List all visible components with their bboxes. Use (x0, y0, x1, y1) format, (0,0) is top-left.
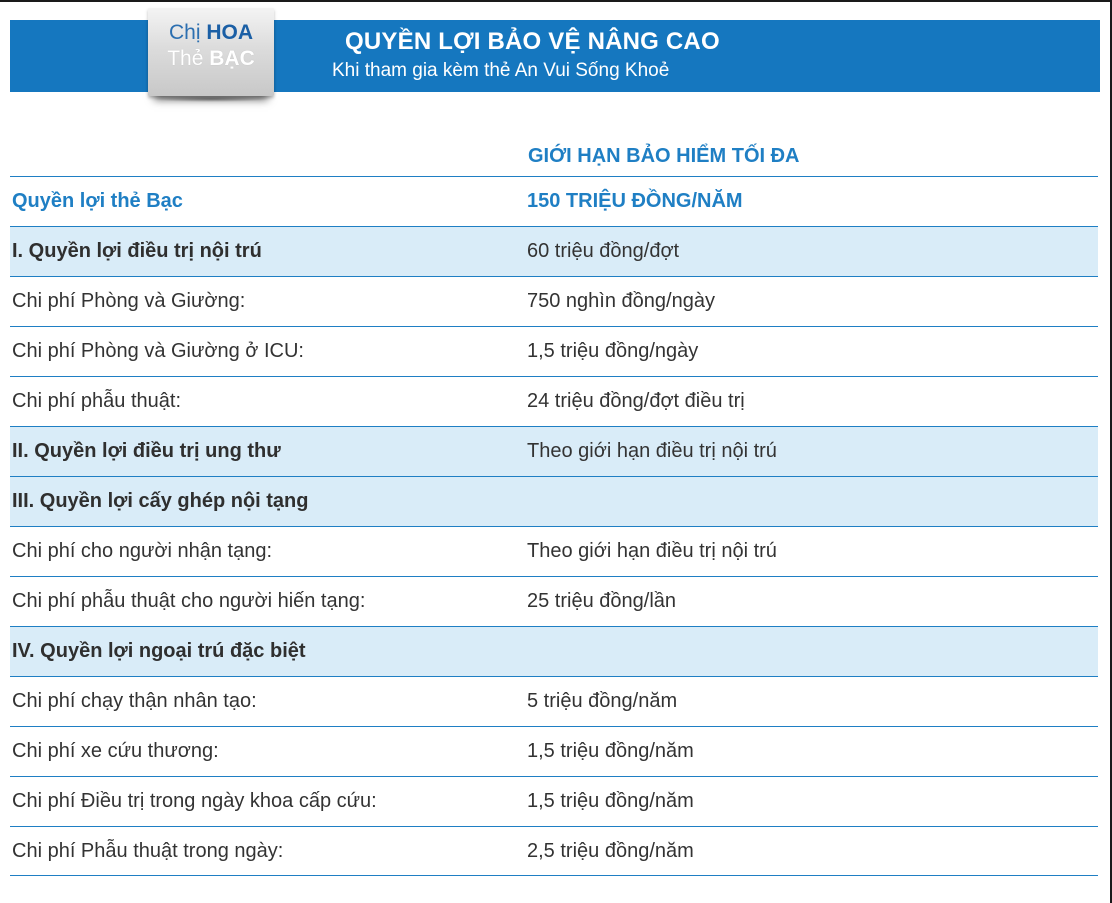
badge-line-1-strong: HOA (206, 21, 254, 44)
table-row (10, 526, 1098, 576)
benefit-name: III. Quyền lợi cấy ghép nội tạng (12, 490, 309, 512)
benefit-limit: 150 TRIỆU ĐỒNG/NĂM (527, 190, 743, 212)
benefit-name: Chi phí Điều trị trong ngày khoa cấp cứu: (12, 790, 377, 812)
table-row (10, 376, 1098, 426)
table-row (10, 826, 1098, 876)
benefit-limit: 5 triệu đồng/năm (527, 690, 678, 712)
benefit-limit: 1,5 triệu đồng/năm (527, 790, 694, 812)
benefit-name: Chi phí cho người nhận tạng: (12, 540, 273, 562)
badge-line-2-prefix: Thẻ (167, 47, 204, 70)
table-row (10, 426, 1098, 476)
badge-line-2 (148, 47, 274, 71)
benefits-table (10, 176, 1098, 876)
badge-line-2-strong: BẠC (209, 47, 255, 70)
benefit-limit: 25 triệu đồng/lần (527, 590, 677, 612)
badge-line-1-prefix: Chị (168, 21, 201, 44)
benefit-name: I. Quyền lợi điều trị nội trú (12, 240, 262, 262)
benefit-limit: 1,5 triệu đồng/năm (527, 740, 694, 762)
badge-line-1 (148, 21, 274, 45)
benefit-name: Chi phí xe cứu thương: (12, 740, 219, 762)
table-row (10, 626, 1098, 676)
benefit-name: II. Quyền lợi điều trị ung thư (12, 440, 281, 462)
table-row (10, 676, 1098, 726)
benefit-name: Chi phí Phòng và Giường: (12, 290, 246, 312)
header-subtitle: Khi tham gia kèm thẻ An Vui Sống Khoẻ (332, 60, 670, 81)
table-row (10, 726, 1098, 776)
benefit-name: Quyền lợi thẻ Bạc (12, 190, 183, 212)
benefit-name: IV. Quyền lợi ngoại trú đặc biệt (12, 640, 306, 662)
table-row (10, 326, 1098, 376)
top-border (0, 0, 1112, 2)
table-row (10, 276, 1098, 326)
benefit-name: Chi phí chạy thận nhân tạo: (12, 690, 257, 712)
benefit-limit: 750 nghìn đồng/ngày (527, 290, 715, 312)
benefit-limit: Theo giới hạn điều trị nội trú (527, 540, 777, 562)
table-row (10, 176, 1098, 226)
table-row (10, 226, 1098, 276)
benefit-limit: 2,5 triệu đồng/năm (527, 840, 694, 862)
silver-card-badge (148, 8, 274, 96)
table-row (10, 476, 1098, 526)
benefit-name: Chi phí phẫu thuật: (12, 390, 182, 412)
benefit-limit: 60 triệu đồng/đợt (527, 240, 680, 262)
table-row (10, 776, 1098, 826)
table-row (10, 576, 1098, 626)
header-title: QUYỀN LỢI BẢO VỆ NÂNG CAO (345, 28, 720, 55)
benefit-limit: 1,5 triệu đồng/ngày (527, 340, 699, 362)
limit-column-heading: GIỚI HẠN BẢO HIỂM TỐI ĐA (528, 145, 800, 167)
benefit-name: Chi phí Phẫu thuật trong ngày: (12, 840, 284, 862)
benefit-name: Chi phí Phòng và Giường ở ICU: (12, 340, 304, 362)
benefit-limit: Theo giới hạn điều trị nội trú (527, 440, 777, 462)
benefit-limit: 24 triệu đồng/đợt điều trị (527, 390, 745, 412)
benefit-name: Chi phí phẫu thuật cho người hiến tạng: (12, 590, 366, 612)
